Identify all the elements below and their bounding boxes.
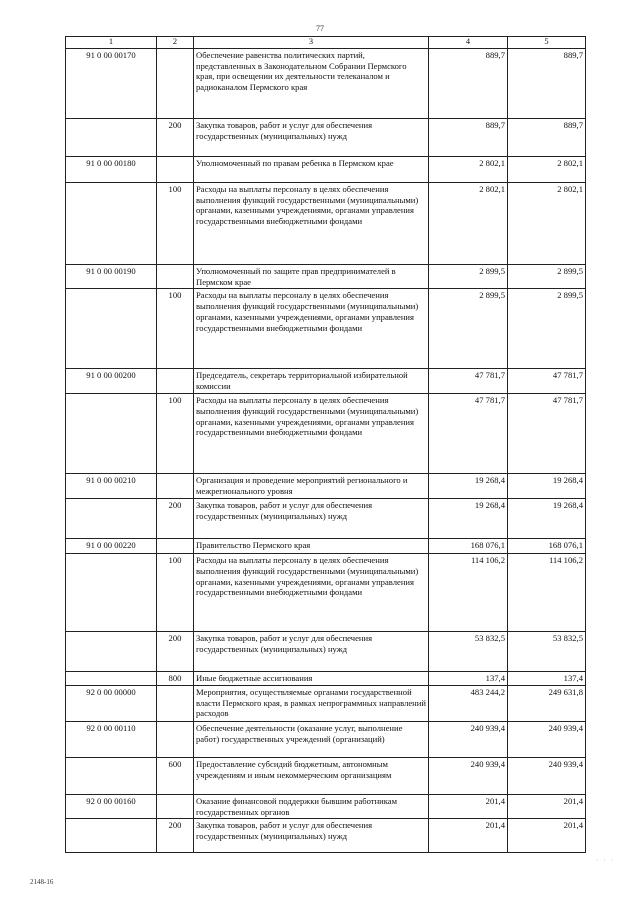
row-expense-type bbox=[157, 369, 194, 394]
row-sum-1: 889,7 bbox=[429, 118, 508, 156]
row-name: Председатель, секретарь территориальной избирательной комиссии bbox=[194, 369, 429, 394]
row-sum-2: 240 939,4 bbox=[508, 721, 586, 757]
row-sum-2: 889,7 bbox=[508, 118, 586, 156]
row-sum-2: 249 631,8 bbox=[508, 685, 586, 721]
table-row bbox=[66, 498, 586, 538]
row-expense-type bbox=[157, 156, 194, 182]
row-sum-2: 2 802,1 bbox=[508, 182, 586, 264]
table-row bbox=[66, 473, 586, 498]
table-row bbox=[66, 757, 586, 794]
row-sum-1: 240 939,4 bbox=[429, 757, 508, 794]
row-expense-type bbox=[157, 685, 194, 721]
row-code: 92 0 00 00000 bbox=[66, 685, 157, 721]
row-code: 92 0 00 00160 bbox=[66, 794, 157, 819]
row-expense-type bbox=[157, 721, 194, 757]
row-expense-type: 100 bbox=[157, 182, 194, 264]
row-code: 91 0 00 00220 bbox=[66, 538, 157, 553]
row-expense-type bbox=[157, 473, 194, 498]
row-sum-2: 47 781,7 bbox=[508, 393, 586, 473]
header-col-3: 3 bbox=[194, 37, 429, 49]
row-code bbox=[66, 182, 157, 264]
row-name: Расходы на выплаты персоналу в целях обеспечения выполнения функций государственными (муниципальными) органами, казенными учреждениями, органами управления государственными внебюджетными фондами bbox=[194, 289, 429, 369]
row-name: Закупка товаров, работ и услуг для обеспечения государственных (муниципальных) нужд bbox=[194, 118, 429, 156]
row-name: Правительство Пермского края bbox=[194, 538, 429, 553]
row-name: Оказание финансовой поддержки бывшим работникам государственных органов bbox=[194, 794, 429, 819]
row-sum-1: 201,4 bbox=[429, 794, 508, 819]
row-sum-1: 483 244,2 bbox=[429, 685, 508, 721]
row-name: Закупка товаров, работ и услуг для обеспечения государственных (муниципальных) нужд bbox=[194, 498, 429, 538]
table-row bbox=[66, 685, 586, 721]
row-name: Организация и проведение мероприятий регионального и межрегионального уровня bbox=[194, 473, 429, 498]
row-expense-type: 100 bbox=[157, 553, 194, 631]
row-sum-1: 2 802,1 bbox=[429, 156, 508, 182]
row-sum-2: 2 899,5 bbox=[508, 264, 586, 289]
row-sum-2: 19 268,4 bbox=[508, 473, 586, 498]
row-expense-type bbox=[157, 48, 194, 118]
row-expense-type: 200 bbox=[157, 631, 194, 671]
row-name: Уполномоченный по защите прав предпринимателей в Пермском крае bbox=[194, 264, 429, 289]
row-code: 91 0 00 00190 bbox=[66, 264, 157, 289]
table-row bbox=[66, 671, 586, 685]
row-name: Расходы на выплаты персоналу в целях обеспечения выполнения функций государственными (муниципальными) органами, казенными учреждениями, органами управления государственными внебюджетными фондами bbox=[194, 393, 429, 473]
row-sum-2: 19 268,4 bbox=[508, 498, 586, 538]
table-row bbox=[66, 721, 586, 757]
row-expense-type: 600 bbox=[157, 757, 194, 794]
row-code bbox=[66, 757, 157, 794]
row-sum-2: 114 106,2 bbox=[508, 553, 586, 631]
row-code bbox=[66, 393, 157, 473]
table-header-row bbox=[66, 37, 586, 49]
page-number: 77 bbox=[316, 24, 324, 33]
table-row bbox=[66, 553, 586, 631]
row-name: Закупка товаров, работ и услуг для обеспечения государственных (муниципальных) нужд bbox=[194, 631, 429, 671]
row-expense-type: 800 bbox=[157, 671, 194, 685]
row-name: Мероприятия, осуществляемые органами государственной власти Пермского края, в рамках непрограммных направлений расходов bbox=[194, 685, 429, 721]
row-sum-1: 2 899,5 bbox=[429, 289, 508, 369]
table-body bbox=[66, 48, 586, 853]
row-sum-2: 240 939,4 bbox=[508, 757, 586, 794]
row-code: 91 0 00 00210 bbox=[66, 473, 157, 498]
row-sum-1: 47 781,7 bbox=[429, 369, 508, 394]
row-code bbox=[66, 289, 157, 369]
header-col-5: 5 bbox=[508, 37, 586, 49]
row-sum-1: 889,7 bbox=[429, 48, 508, 118]
row-sum-1: 114 106,2 bbox=[429, 553, 508, 631]
row-sum-1: 2 802,1 bbox=[429, 182, 508, 264]
row-sum-2: 53 832,5 bbox=[508, 631, 586, 671]
table-row bbox=[66, 156, 586, 182]
row-name: Расходы на выплаты персоналу в целях обеспечения выполнения функций государственными (муниципальными) органами, казенными учреждениями, органами управления государственными внебюджетными фондами bbox=[194, 182, 429, 264]
row-name: Обеспечение деятельности (оказание услуг, выполнение работ) государственных учреждений (организаций) bbox=[194, 721, 429, 757]
row-sum-1: 240 939,4 bbox=[429, 721, 508, 757]
table-row bbox=[66, 264, 586, 289]
row-code bbox=[66, 819, 157, 853]
row-code: 91 0 00 00200 bbox=[66, 369, 157, 394]
row-code: 91 0 00 00180 bbox=[66, 156, 157, 182]
table-row bbox=[66, 289, 586, 369]
table-row bbox=[66, 182, 586, 264]
row-code bbox=[66, 498, 157, 538]
scan-artifact: · · · bbox=[596, 858, 615, 864]
row-name: Расходы на выплаты персоналу в целях обеспечения выполнения функций государственными (муниципальными) органами, казенными учреждениями, органами управления государственными внебюджетными фондами bbox=[194, 553, 429, 631]
row-name: Предоставление субсидий бюджетным, автономным учреждениям и иным некоммерческим организациям bbox=[194, 757, 429, 794]
row-expense-type: 200 bbox=[157, 118, 194, 156]
header-col-2: 2 bbox=[157, 37, 194, 49]
row-sum-2: 201,4 bbox=[508, 794, 586, 819]
row-expense-type: 200 bbox=[157, 498, 194, 538]
table-row bbox=[66, 794, 586, 819]
row-sum-2: 2 802,1 bbox=[508, 156, 586, 182]
row-expense-type bbox=[157, 264, 194, 289]
row-expense-type: 100 bbox=[157, 393, 194, 473]
row-name: Обеспечение равенства политических партий, представленных в Законодательном Собрании Пермского края, при освещении их деятельности телеканалом и радиоканалом Пермского края bbox=[194, 48, 429, 118]
row-code bbox=[66, 631, 157, 671]
row-sum-1: 19 268,4 bbox=[429, 498, 508, 538]
row-sum-2: 889,7 bbox=[508, 48, 586, 118]
row-expense-type bbox=[157, 538, 194, 553]
row-code bbox=[66, 671, 157, 685]
table-row bbox=[66, 48, 586, 118]
table-row bbox=[66, 631, 586, 671]
row-sum-1: 2 899,5 bbox=[429, 264, 508, 289]
row-expense-type: 200 bbox=[157, 819, 194, 853]
table-row bbox=[66, 538, 586, 553]
row-code bbox=[66, 553, 157, 631]
document-code: 2148-16 bbox=[30, 878, 54, 886]
row-name: Закупка товаров, работ и услуг для обеспечения государственных (муниципальных) нужд bbox=[194, 819, 429, 853]
row-code: 92 0 00 00110 bbox=[66, 721, 157, 757]
row-name: Иные бюджетные ассигнования bbox=[194, 671, 429, 685]
row-sum-2: 168 076,1 bbox=[508, 538, 586, 553]
row-sum-1: 53 832,5 bbox=[429, 631, 508, 671]
row-sum-2: 2 899,5 bbox=[508, 289, 586, 369]
row-code bbox=[66, 118, 157, 156]
table-row bbox=[66, 369, 586, 394]
row-code: 91 0 00 00170 bbox=[66, 48, 157, 118]
budget-table bbox=[65, 36, 586, 853]
row-sum-2: 137,4 bbox=[508, 671, 586, 685]
table-row bbox=[66, 118, 586, 156]
row-name: Уполномоченный по правам ребенка в Пермском крае bbox=[194, 156, 429, 182]
row-sum-1: 19 268,4 bbox=[429, 473, 508, 498]
row-expense-type bbox=[157, 794, 194, 819]
table-row bbox=[66, 819, 586, 853]
header-col-4: 4 bbox=[429, 37, 508, 49]
header-col-1: 1 bbox=[66, 37, 157, 49]
row-sum-1: 168 076,1 bbox=[429, 538, 508, 553]
row-sum-1: 137,4 bbox=[429, 671, 508, 685]
row-sum-1: 47 781,7 bbox=[429, 393, 508, 473]
table-row bbox=[66, 393, 586, 473]
row-sum-1: 201,4 bbox=[429, 819, 508, 853]
row-sum-2: 47 781,7 bbox=[508, 369, 586, 394]
row-sum-2: 201,4 bbox=[508, 819, 586, 853]
row-expense-type: 100 bbox=[157, 289, 194, 369]
